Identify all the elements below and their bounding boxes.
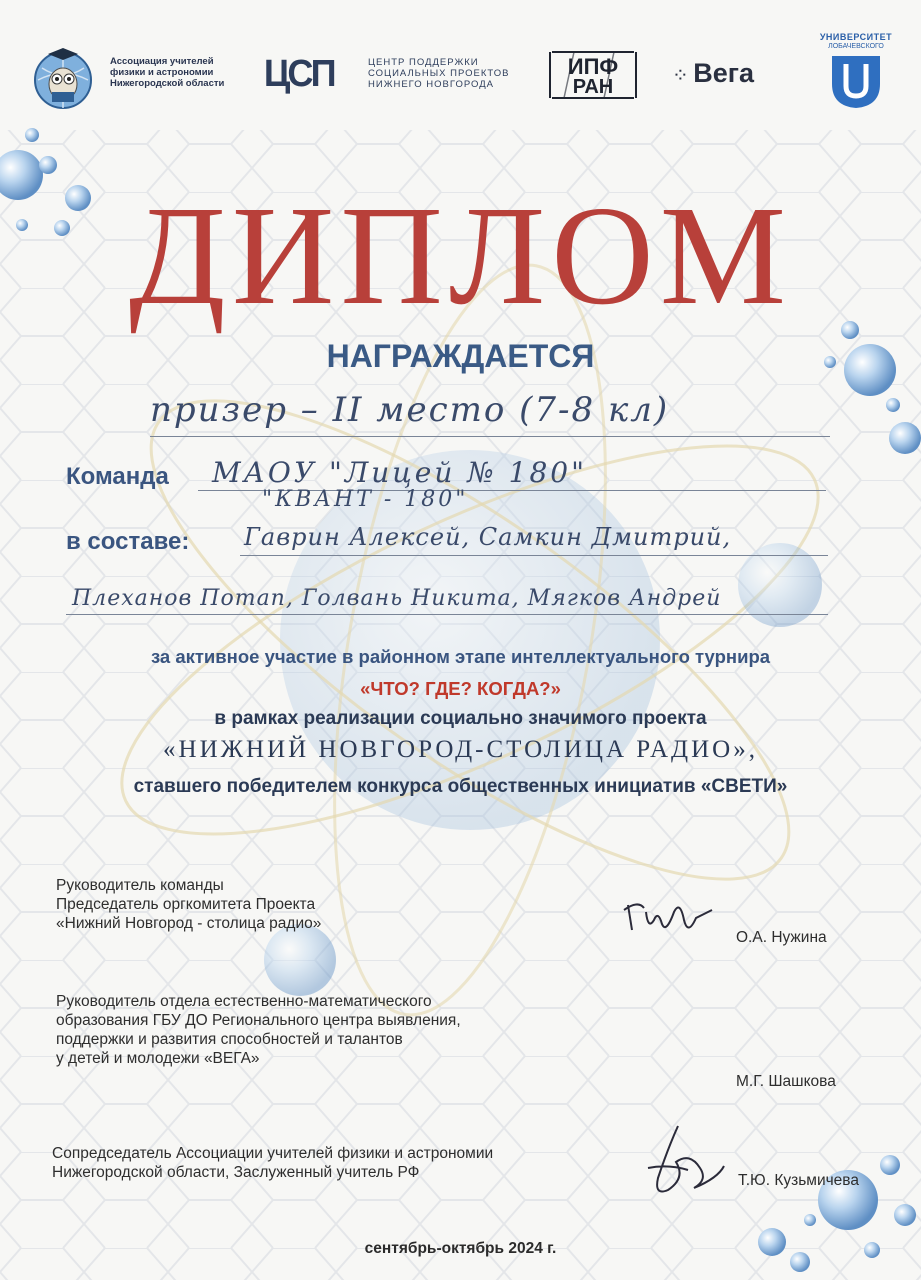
text-line-2: «ЧТО? ГДЕ? КОГДА?» [360,678,561,699]
signatory-name-2: М.Г. Шашкова [736,1073,836,1090]
association-name: Ассоциация учителей физики и астрономии Нижегородской области [110,56,225,89]
unn-logo-top: УНИВЕРСИТЕТ [819,32,893,42]
members-label: в составе: [66,528,190,555]
text-line-1: за активное участие в районном этапе интеллектуального турнира [150,646,771,667]
signatory-name-3: Т.Ю. Кузьмичева [738,1172,859,1189]
members-line-2: Плеханов Потап, Голвань Никита, Мягков Андрей [72,586,722,611]
diploma-title: ДИПЛОМ [128,176,793,334]
social-projects-center-logo [262,55,522,95]
signature-scribble-1 [618,890,718,950]
team-label: Команда [66,463,169,490]
date: сентябрь-октябрь 2024 г. [364,1240,557,1257]
vega-dots-icon: ⁘ [672,65,689,87]
awarded-heading: НАГРАЖДАЕТСЯ [326,338,595,374]
signature-role-2: Руководитель отдела естественно-математического образования ГБУ ДО Регионального центра выявления, поддержки и развития способностей и талантов у детей и молодежи «ВЕГА» [56,993,461,1067]
ipf-ran-logo [544,46,644,106]
signature-scribble-3 [628,1118,738,1208]
place-handwritten: призер – II место (7-8 кл) [150,390,670,430]
vega-logo-text: Вега [693,58,754,88]
vega-logo [672,58,792,92]
team-value: МАОУ "Лицей № 180" [212,456,588,489]
unn-shield-icon [826,54,886,110]
unn-logo-sub: ЛОБАЧЕВСКОГО [828,43,884,50]
association-logo [28,42,248,112]
owl-globe-icon [28,42,98,112]
ipf-logo-bottom: РАН [572,76,614,98]
signature-role-3: Сопредседатель Ассоциации учителей физики и астрономии Нижегородской области, Заслуженный учитель РФ [52,1145,494,1181]
ipf-logo-top: ИПФ [567,54,619,79]
place-underline [150,436,830,437]
text-line-4: «НИЖНИЙ НОВГОРОД-СТОЛИЦА РАДИО», [163,736,758,763]
team-name: "КВАНТ - 180" [262,487,469,512]
text-line-3: в рамках реализации социально значимого проекта [214,708,707,729]
center-logo-mark: ЦСП [263,53,334,95]
members-underline-2 [66,614,828,615]
members-line-1: Гаврин Алексей, Самкин Дмитрий, [244,523,732,551]
text-line-5: ставшего победителем конкурса общественных инициатив «СВЕТИ» [133,776,788,797]
center-logo-text: ЦЕНТР ПОДДЕРЖКИ СОЦИАЛЬНЫХ ПРОЕКТОВ НИЖНЕГО НОВГОРОДА [368,57,510,90]
members-underline-1 [240,555,828,556]
signatory-name-1: О.А. Нужина [736,929,827,946]
signature-role-1: Руководитель команды Председатель оргкомитета Проекта «Нижний Новгород - столица радио» [56,877,322,932]
unn-logo [810,32,902,112]
